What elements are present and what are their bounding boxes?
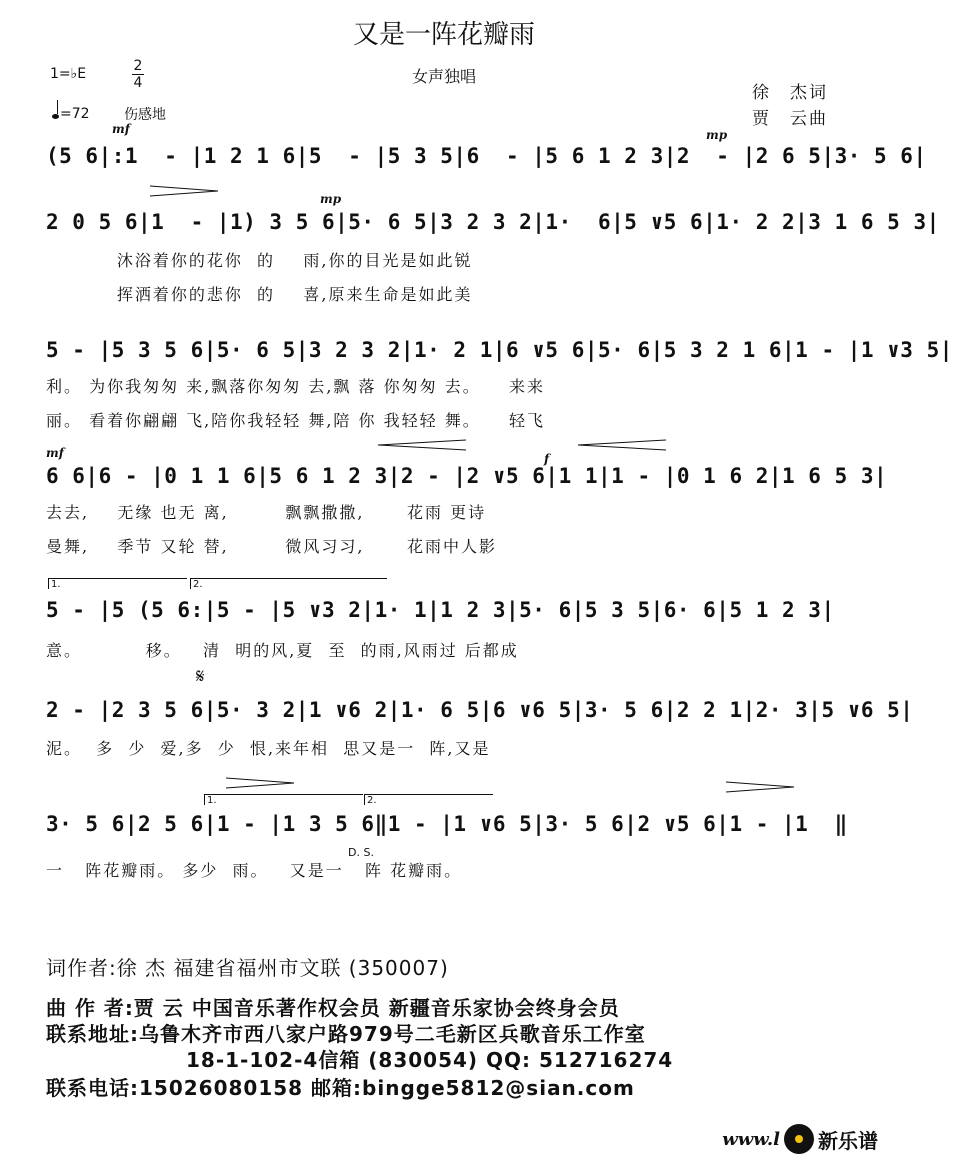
dynamic-mf: mf bbox=[112, 122, 130, 136]
segno-icon: 𝄋 bbox=[196, 664, 205, 688]
composer-info: 曲 作 者:贾 云 中国音乐著作权会员 新疆音乐家协会终身会员 bbox=[46, 996, 620, 1020]
decrescendo-icon bbox=[150, 184, 220, 198]
tempo-marking bbox=[52, 104, 90, 122]
volta-bracket-1: 1. bbox=[48, 578, 187, 589]
quarter-note-icon bbox=[52, 114, 59, 119]
time-bottom: 4 bbox=[133, 75, 143, 91]
volta-bracket-1: 1. bbox=[204, 794, 363, 805]
expression-marking: 伤感地 bbox=[124, 107, 166, 123]
volta-bracket-2: 2. bbox=[364, 794, 493, 805]
dynamic-mf: mf bbox=[46, 446, 64, 460]
volta-bracket-2: 2. bbox=[190, 578, 387, 589]
contact-phone-email: 联系电话:15026080158 邮箱:bingge5812@sian.com bbox=[46, 1076, 635, 1100]
score-line-2: 2 0 5 6|1 - |1) 3 5 6|5· 6 5|3 2 3 2|1· 6|5 ∨5 6|1· 2 2|3 1 6 5 3| bbox=[46, 210, 940, 234]
key-signature: 1=♭E bbox=[50, 66, 87, 82]
logo-brand: 新乐谱 bbox=[818, 1128, 878, 1153]
crescendo-icon bbox=[378, 438, 468, 452]
score-line-3: 5 - |5 3 5 6|5· 6 5|3 2 3 2|1· 2 1|6 ∨5 6|5· 6|5 3 2 1 6|1 - |1 ∨3 5| bbox=[46, 338, 953, 362]
dynamic-mp: mp bbox=[320, 192, 342, 206]
score-line-4: 6 6|6 - |0 1 1 6|5 6 1 2 3|2 - |2 ∨5 6|1 1|1 - |0 1 6 2|1 6 5 3| bbox=[46, 464, 888, 488]
mailbox-qq: 18-1-102-4信箱 (830054) QQ: 512716274 bbox=[186, 1048, 674, 1072]
site-logo[interactable] bbox=[722, 1124, 878, 1154]
score-line-6: 2 - |2 3 5 6|5· 3 2|1 ∨6 2|1· 6 5|6 ∨6 5|3· 5 6|2 2 1|2· 3|5 ∨6 5| bbox=[46, 698, 914, 722]
composer-credit: 贾 云曲 bbox=[752, 109, 828, 129]
dal-segno-marking: D. S. bbox=[348, 846, 374, 859]
lyric-line-3-verse-2: 丽。 看着你翩翩 飞,陪你我轻轻 舞,陪 你 我轻轻 舞。 轻飞 bbox=[46, 411, 546, 430]
lyric-line-3-verse-1: 利。 为你我匆匆 来,飘落你匆匆 去,飘 落 你匆匆 去。 来来 bbox=[46, 377, 546, 396]
lyric-line-7: 一 阵花瓣雨。 多少 雨。 又是一 阵 花瓣雨。 bbox=[46, 861, 463, 880]
decrescendo-icon bbox=[726, 780, 796, 794]
lyric-line-6: 泥。 多 少 爱,多 少 恨,来年相 思又是一 阵,又是 bbox=[46, 739, 491, 758]
lyric-line-2-verse-1: 沐浴着你的花你 的 雨,你的目光是如此锐 bbox=[46, 251, 473, 270]
time-signature bbox=[132, 58, 144, 91]
lyric-line-4-verse-2: 曼舞, 季节 又轮 替, 微风习习, 花雨中人影 bbox=[46, 537, 497, 556]
score-line-5: 5 - |5 (5 6:|5 - |5 ∨3 2|1· 1|1 2 3|5· 6|5 3 5|6· 6|5 1 2 3| bbox=[46, 598, 835, 622]
decrescendo-icon bbox=[226, 776, 296, 790]
logo-url: www.l bbox=[722, 1128, 780, 1150]
record-disc-icon bbox=[784, 1124, 814, 1154]
contact-address: 联系地址:乌鲁木齐市西八家户路979号二毛新区兵歌音乐工作室 bbox=[46, 1022, 646, 1046]
lyricist-info: 词作者:徐 杰 福建省福州市文联 (350007) bbox=[46, 956, 449, 980]
lyricist-credit: 徐 杰词 bbox=[752, 83, 828, 103]
time-top: 2 bbox=[133, 58, 143, 74]
song-title: 又是一阵花瓣雨 bbox=[352, 20, 535, 50]
lyric-line-4-verse-1: 去去, 无缘 也无 离, 飘飘撒撒, 花雨 更诗 bbox=[46, 503, 487, 522]
score-line-1: (5 6|:1 - |1 2 1 6|5 - |5 3 5|6 - |5 6 1 2 3|2 - |2 6 5|3· 5 6| bbox=[46, 144, 927, 168]
tempo-value: =72 bbox=[60, 106, 90, 122]
crescendo-icon bbox=[578, 438, 668, 452]
lyric-line-2-verse-2: 挥洒着你的悲你 的 喜,原来生命是如此美 bbox=[46, 285, 473, 304]
dynamic-mp: mp bbox=[706, 128, 728, 142]
score-line-7: 3· 5 6|2 5 6|1 - |1 3 5 6‖1 - |1 ∨6 5|3· 5 6|2 ∨5 6|1 - |1 ‖ bbox=[46, 812, 848, 836]
performance-type: 女声独唱 bbox=[411, 67, 476, 86]
lyric-line-5: 意。 移。 清 明的风,夏 至 的雨,风雨过 后都成 bbox=[46, 641, 519, 660]
dynamic-f: f bbox=[544, 452, 550, 466]
